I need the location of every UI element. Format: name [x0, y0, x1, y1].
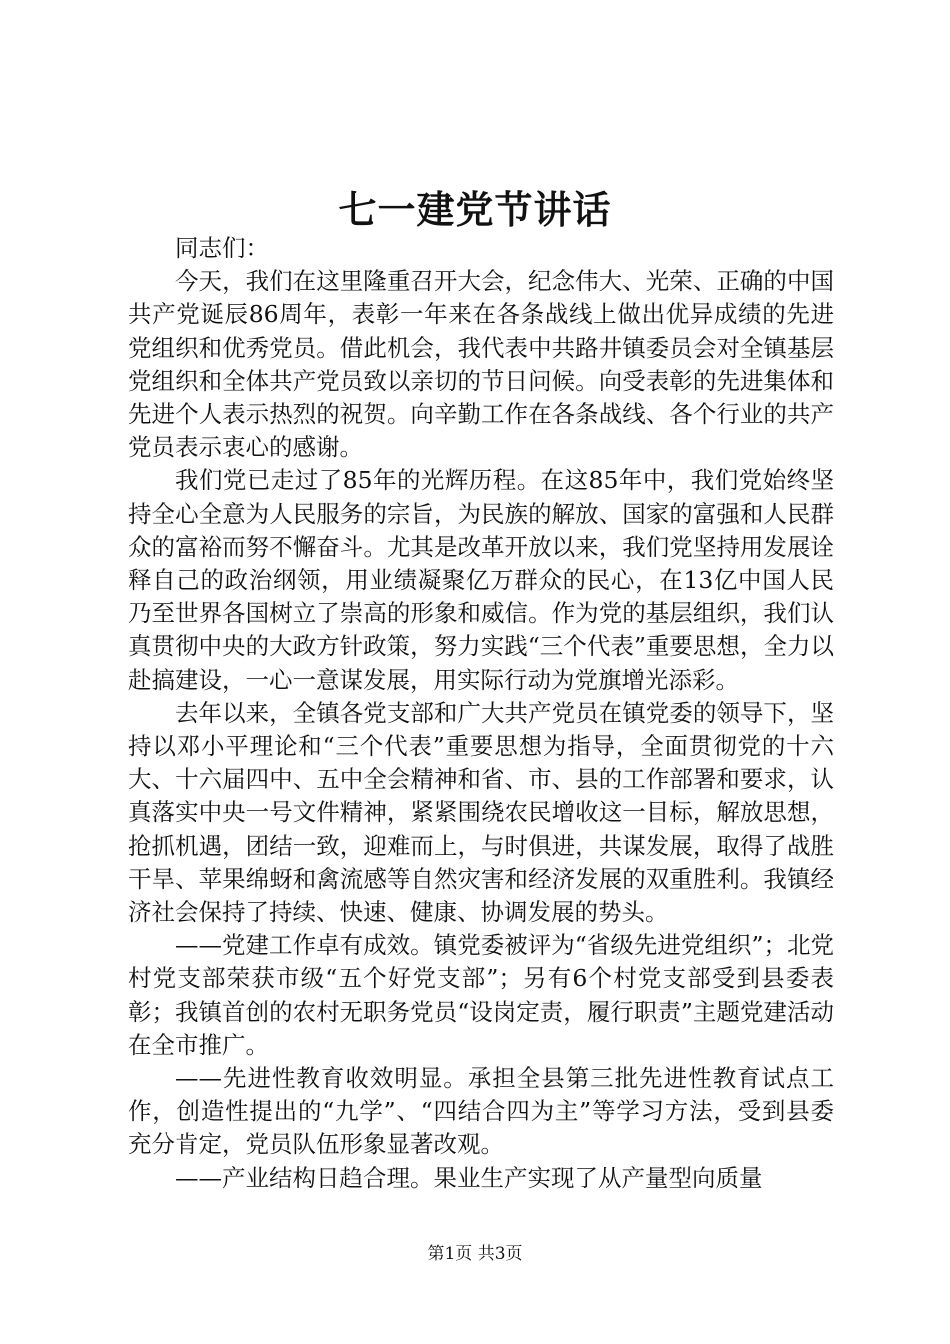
paragraph: 今天，我们在这里隆重召开大会，纪念伟大、光荣、正确的中国共产党诞辰86周年，表彰一年来在各条战线上做出优异成绩的先进党组织和优秀党员。借此机会，我代表中共路井镇委员会对全镇基层党组织和全体共产党员致以亲切的节日问候。向受表彰的先进集体和先进个人表示热烈的祝贺。向辛勤工作在各条战线、各个行业的共产党员表示衷心的感谢。 — [128, 267, 834, 462]
paragraph: ——党建工作卓有成效。镇党委被评为“省级先进党组织”；北党村党支部荣获市级“五个好党支部”；另有6个村党支部受到县委表彰；我镇首创的农村无职务党员“设岗定责，履行职责”主题党建活动在全市推广。 — [128, 931, 834, 1059]
paragraph: 去年以来，全镇各党支部和广大共产党员在镇党委的领导下，坚持以邓小平理论和“三个代表”重要思想为指导，全面贯彻党的十六大、十六届四中、五中全会精神和省、市、县的工作部署和要求，认真落实中央一号文件精神，紧紧围绕农民增收这一目标，解放思想，抢抓机遇，团结一致，迎难而上，与时俱进，共谋发展，取得了战胜干旱、苹果绵蚜和禽流感等自然灾害和经济发展的双重胜利。我镇经济社会保持了持续、快速、健康、协调发展的势头。 — [128, 698, 834, 927]
paragraph: ——先进性教育收效明显。承担全县第三批先进性教育试点工作，创造性提出的“九学”、“四结合四为主”等学习方法，受到县委充分肯定，党员队伍形象显著改观。 — [128, 1064, 834, 1159]
paragraph: 我们党已走过了85年的光辉历程。在这85年中，我们党始终坚持全心全意为人民服务的宗旨，为民族的解放、国家的富强和人民群众的富裕而努不懈奋斗。尤其是改革开放以来，我们党坚持用发展诠释自己的政治纲领，用业绩凝聚亿万群众的民心，在13亿中国人民乃至世界各国树立了崇高的形象和威信。作为党的基层组织，我们认真贯彻中央的大政方针政策，努力实践“三个代表”重要思想，全力以赴搞建设，一心一意谋发展，用实际行动为党旗增光添彩。 — [128, 466, 834, 694]
salutation: 同志们： — [175, 234, 269, 262]
document-body — [128, 232, 834, 1195]
page-footer: 第1页 共3页 — [427, 1244, 523, 1264]
document-title: 七一建党节讲话 — [338, 187, 612, 232]
paragraph: ——产业结构日趋合理。果业生产实现了从产量型向质量 — [175, 1163, 763, 1192]
